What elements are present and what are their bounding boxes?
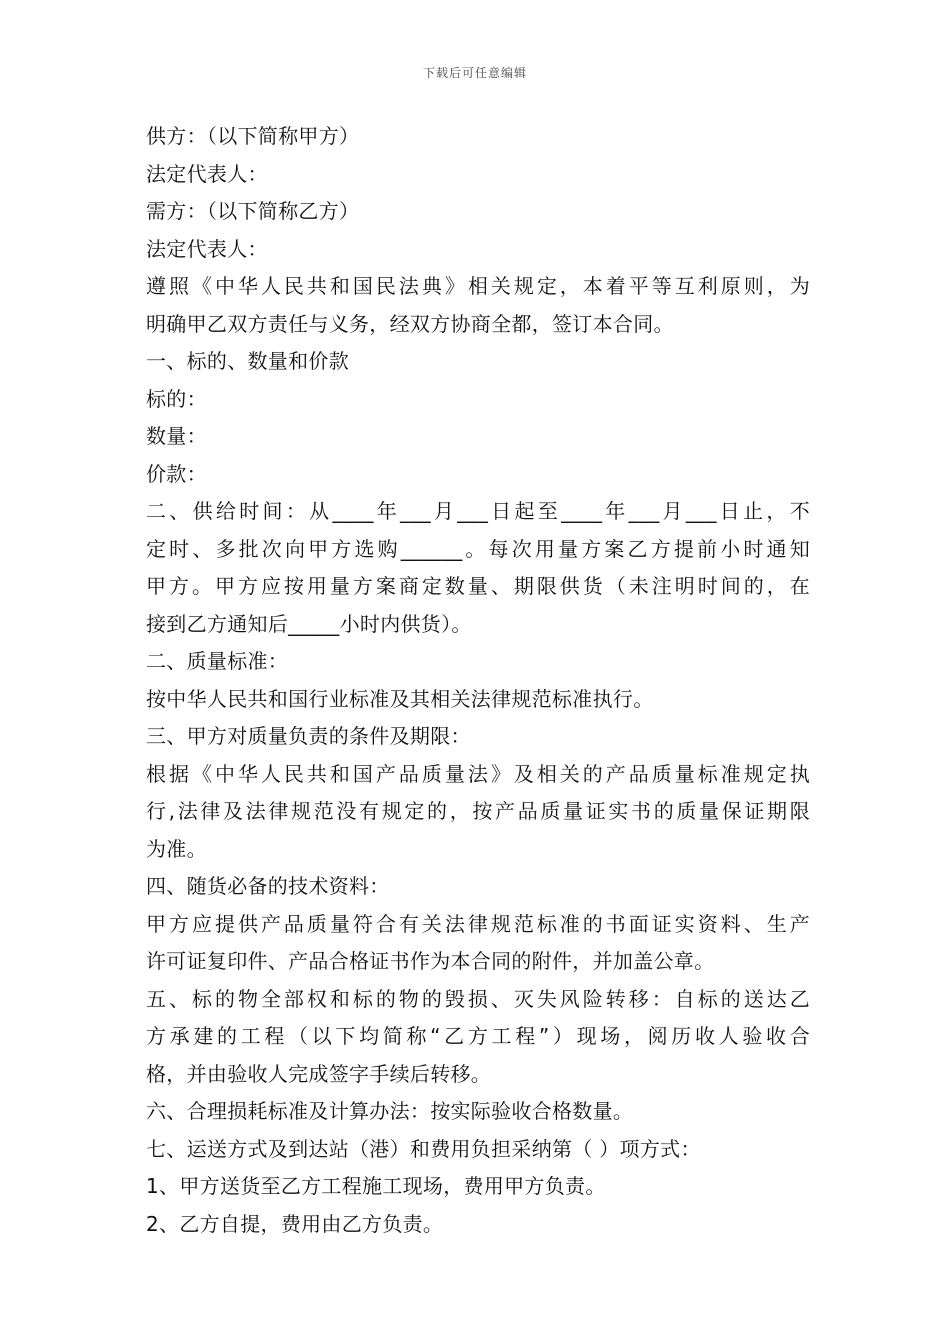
- document-line: 遵照《中华人民共和国民法典》相关规定，本着平等互利原则，为: [146, 274, 810, 298]
- document-line: 接到乙方通知后_____小时内供货）。: [146, 611, 472, 636]
- document-line: 七、运送方式及到达站（港）和费用负担采纳第（ ）项方式：: [146, 1136, 701, 1161]
- document-line: 供方：（以下简称甲方）: [146, 124, 360, 148]
- document-line: 价款：: [146, 461, 207, 486]
- document-line: 为准。: [146, 836, 207, 861]
- document-line: 数量：: [146, 424, 207, 448]
- document-line: 定时、多批次向甲方选购______。每次用量方案乙方提前小时通知: [146, 536, 810, 561]
- document-line: 二、质量标准：: [146, 649, 289, 673]
- document-line: 四、随货必备的技术资料：: [146, 874, 390, 898]
- document-line: 需方：（以下简称乙方）: [146, 199, 360, 223]
- document-line: 五、标的物全部权和标的物的毁损、灭失风险转移：自标的送达乙: [146, 986, 810, 1011]
- document-line: 三、甲方对质量负责的条件及期限：: [146, 724, 471, 748]
- document-line: 方承建的工程（以下均简称“乙方工程”）现场，阅历收人验收合: [146, 1024, 810, 1048]
- document-line: 标的：: [146, 386, 207, 411]
- document-line: 法定代表人：: [146, 236, 268, 261]
- document-line: 行,法律及法律规范没有规定的，按产品质量证实书的质量保证期限: [146, 799, 810, 823]
- document-line: 2、乙方自提，费用由乙方负责。: [146, 1211, 444, 1236]
- document-line: 法定代表人：: [146, 161, 268, 186]
- document-body: [146, 118, 810, 1243]
- document-line: 甲方。甲方应按用量方案商定数量、期限供货（未注明时间的，在: [146, 574, 810, 598]
- document-line: 按中华人民共和国行业标准及其相关法律规范标准执行。: [146, 686, 654, 711]
- document-line: 根据《中华人民共和国产品质量法》及相关的产品质量标准规定执: [146, 761, 810, 786]
- document-line: 六、合理损耗标准及计算办法：按实际验收合格数量。: [146, 1099, 634, 1123]
- header-note: 下载后可任意编辑: [422, 66, 527, 80]
- document-line: 甲方应提供产品质量符合有关法律规范标准的书面证实资料、生产: [146, 911, 810, 936]
- document-line: 明确甲乙双方责任与义务，经双方协商全都，签订本合同。: [146, 311, 674, 336]
- document-line: 一、标的、数量和价款: [146, 349, 349, 373]
- document-line: 二、供给时间：从____年___月___日起至____年___月___日止，不: [146, 499, 810, 523]
- document-line: 格，并由验收人完成签字手续后转移。: [146, 1061, 492, 1086]
- document-line: 许可证复印件、产品合格证书作为本合同的附件，并加盖公章。: [146, 949, 715, 973]
- document-line: 1、甲方送货至乙方工程施工现场，费用甲方负责。: [146, 1174, 606, 1198]
